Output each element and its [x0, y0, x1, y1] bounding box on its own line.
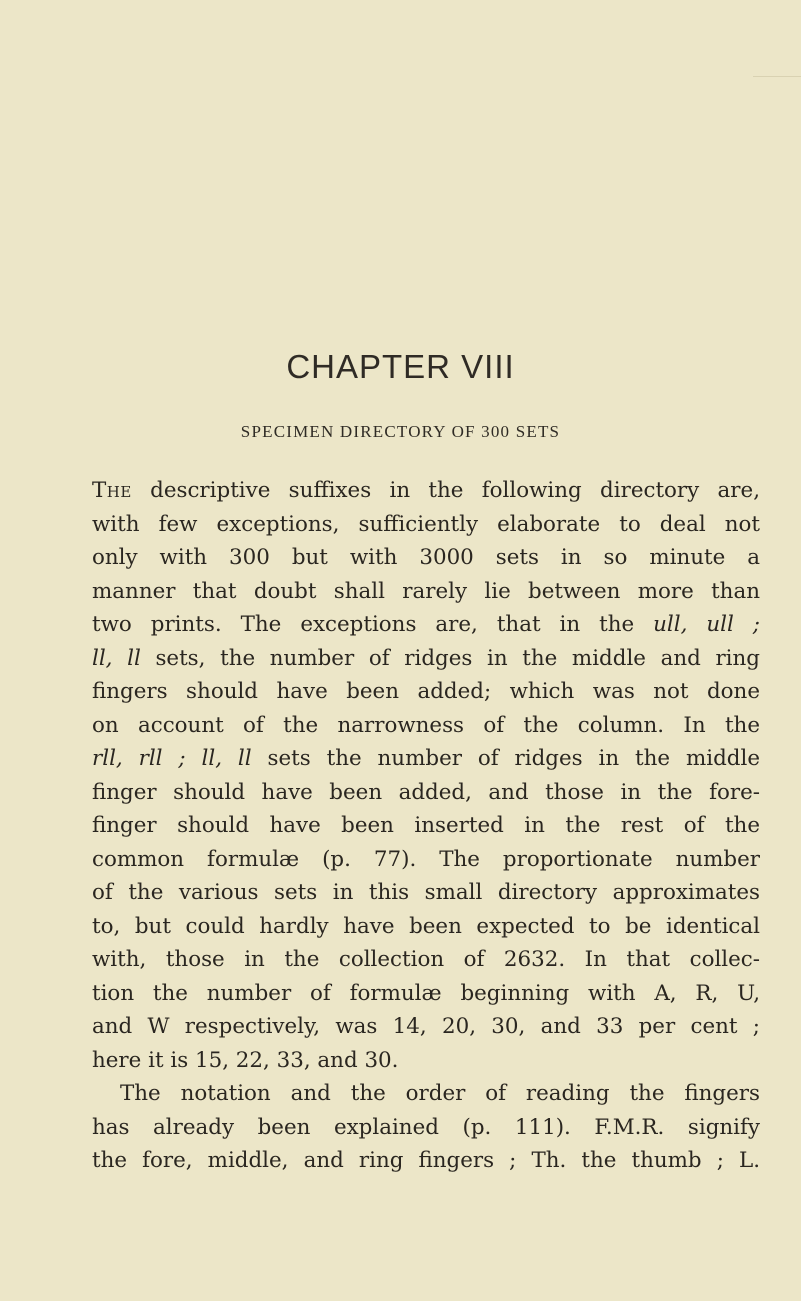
text-line: and W respectively, was 14, 20, 30, and 33 per cent ; [92, 1014, 760, 1039]
text-line: of the various sets in this small directory approximates [92, 880, 760, 905]
text-line: to, but could hardly have been expected to be identical [92, 913, 760, 939]
text-line: has already been explained (p. 111). F.M.R. signify [92, 1114, 760, 1140]
text-line: common formulæ (p. 77). The proportionate number [92, 846, 760, 872]
text-line: only with 300 but with 3000 sets in so minute a [92, 545, 760, 570]
chapter-title: CHAPTER VIII [286, 348, 515, 385]
drop-word: The [92, 478, 132, 503]
text-line: finger should have been added, and those in the fore- [92, 779, 760, 805]
line-text: descriptive suffixes in the following directory are, [131, 478, 760, 503]
set-notation: rll, rll ; ll, ll [92, 746, 252, 771]
text-line: manner that doubt shall rarely lie between more than [92, 578, 760, 604]
text-line: fingers should have been added; which was not done [92, 679, 760, 704]
text-line [92, 642, 760, 676]
text-line: on account of the narrowness of the column. In the [92, 712, 760, 738]
text-line: finger should have been inserted in the rest of the [92, 813, 760, 838]
text-line: with few exceptions, sufficiently elaborate to deal not [92, 511, 760, 537]
chapter-subtitle: SPECIMEN DIRECTORY OF 300 SETS [240, 422, 561, 441]
text-line: tion the number of formulæ beginning with A, R, U, [92, 980, 760, 1006]
body-text [92, 474, 760, 1178]
page-edge-mark [753, 62, 801, 77]
set-notation: ull, ull ; [653, 612, 760, 637]
text-line: the fore, middle, and ring fingers ; Th. the thumb ; L. [92, 1148, 760, 1173]
line-text: two prints. The exceptions are, that in the [92, 612, 654, 637]
set-notation: ll, ll [92, 645, 141, 671]
text-line [92, 474, 760, 508]
text-line: here it is 15, 22, 33, and 30. [92, 1047, 399, 1073]
line-text: sets the number of ridges in the middle [251, 746, 760, 771]
line-text: sets, the number of ridges in the middle and ring [140, 645, 760, 671]
text-line [92, 742, 760, 776]
text-line: with, those in the collection of 2632. In that collec- [92, 947, 760, 972]
text-line: The notation and the order of reading the fingers [120, 1081, 760, 1106]
text-line [92, 608, 760, 642]
